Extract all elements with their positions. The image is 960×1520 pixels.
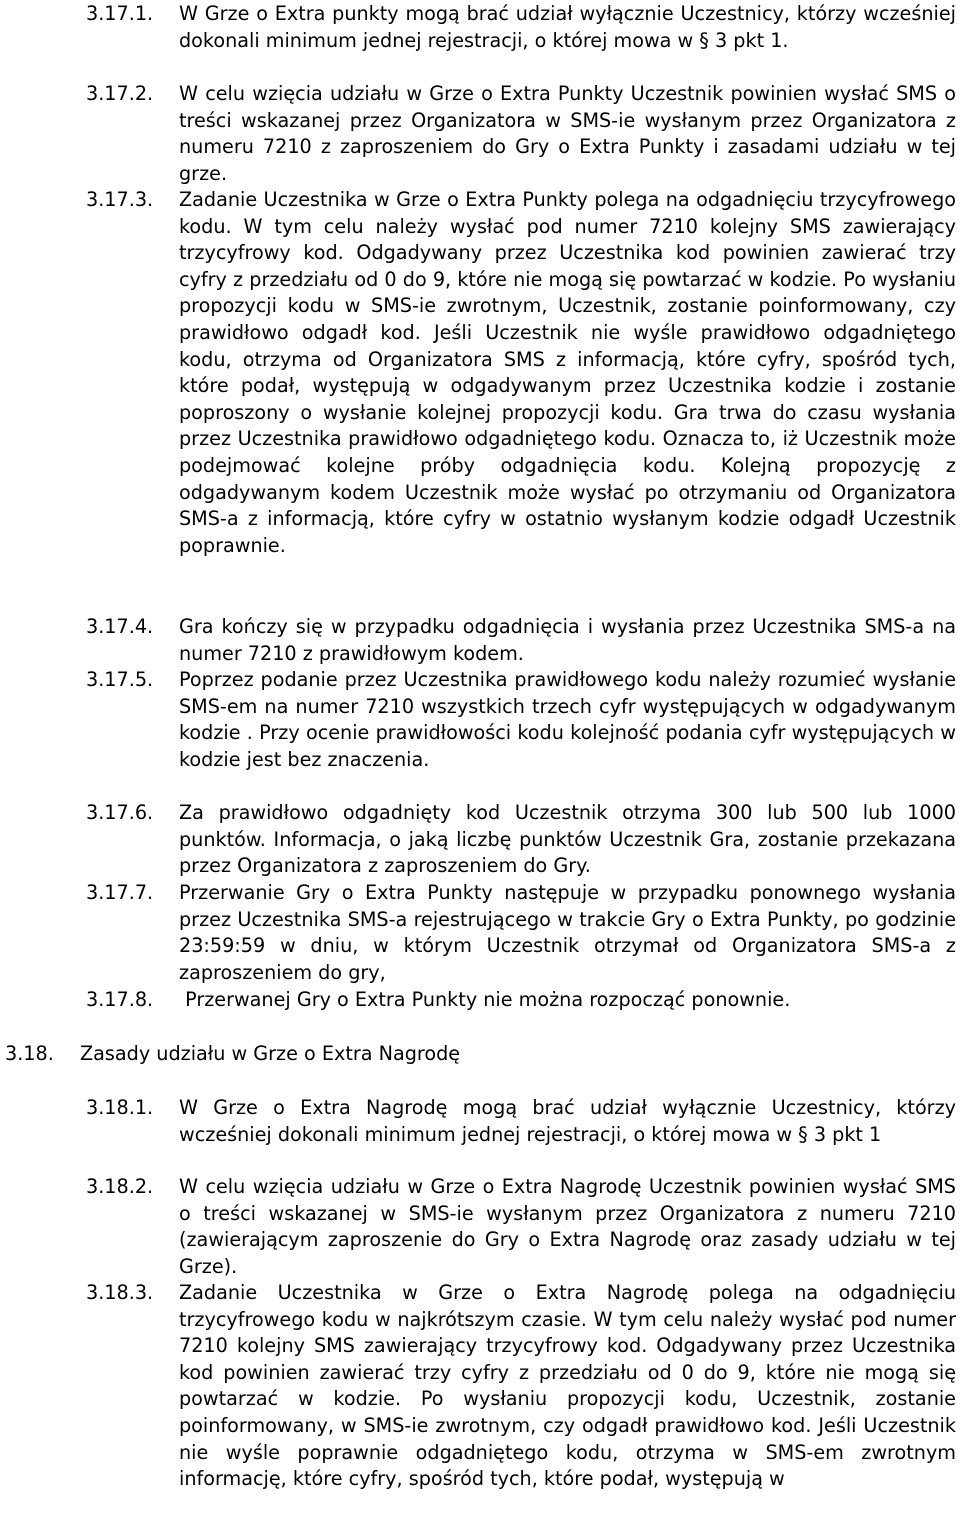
- paragraph-3-17-3: [86, 187, 956, 559]
- paragraph-number: 3.18.1.: [86, 1096, 154, 1119]
- paragraph-number: 3.17.5.: [86, 668, 154, 691]
- paragraph-number: 3.17.1.: [86, 2, 154, 25]
- paragraph-text: Zadanie Uczestnika w Grze o Extra Punkty polega na odgadnięciu trzycyfrowego kodu. W tym celu należy wysłać pod numer 7210 kolejny SMS zawierający trzycyfrowy kod. Odgadywany przez Uczestnika kod powinien zawierać trzy cyfry z przedziału od 0 do 9, które nie mogą się powtarzać w kodzie. Po wysłaniu propozycji kodu w SMS-ie zwrotnym, Uczestnik, zostanie poinformowany, czy prawidłowo odgadł kod. Jeśli Uczestnik nie wyśle prawidłowo odgadniętego kodu, otrzyma od Organizatora SMS z informacją, które cyfry, spośród tych, które podał, występują w odgadywanym przez Uczestnika kodzie i zostanie poproszony o wysłanie kolejnej propozycji kodu. Gra trwa do czasu wysłania przez Uczestnika prawidłowo odgadniętego kodu. Oznacza to, iż Uczestnik może podejmować kolejne próby odgadnięcia kodu. Kolejną propozycję z odgadywanym kodem Uczestnik może wysłać po otrzymaniu od Organizatora SMS-a z informacją, które cyfry w ostatnio wysłanym kodzie odgadł Uczestnik poprawnie.: [179, 188, 956, 557]
- paragraph-3-17-1: [86, 1, 956, 54]
- paragraph-number: 3.17.3.: [86, 188, 154, 211]
- section-title: Zasady udziału w Grze o Extra Nagrodę: [80, 1042, 461, 1065]
- paragraph-text: W Grze o Extra Nagrodę mogą brać udział wyłącznie Uczestnicy, którzy wcześniej dokonali minimum jednej rejestracji, o której mowa w § 3 pkt 1: [179, 1096, 956, 1146]
- paragraph-3-17-2: [86, 81, 956, 187]
- paragraph-text: Poprzez podanie przez Uczestnika prawidłowego kodu należy rozumieć wysłanie SMS-em na numer 7210 wszystkich trzech cyfr występujących w odgadywanym kodzie . Przy ocenie prawidłowości kodu kolejność podania cyfr występujących w kodzie jest bez znaczenia.: [179, 668, 956, 771]
- paragraph-text: Przerwanie Gry o Extra Punkty następuje w przypadku ponownego wysłania przez Uczestnika SMS-a rejestrującego w trakcie Gry o Extra Punkty, po godzinie 23:59:59 w dniu, w którym Uczestnik otrzymał od Organizatora SMS-a z zaproszeniem do gry,: [179, 881, 956, 984]
- paragraph-number: 3.18.3.: [86, 1281, 154, 1304]
- paragraph-number: 3.18.2.: [86, 1175, 154, 1198]
- paragraph-text: Gra kończy się w przypadku odgadnięcia i wysłania przez Uczestnika SMS-a na numer 7210 z prawidłowym kodem.: [179, 615, 956, 665]
- paragraph-number: 3.17.6.: [86, 801, 154, 824]
- paragraph-number: 3.17.7.: [86, 881, 154, 904]
- paragraph-text: Za prawidłowo odgadnięty kod Uczestnik otrzyma 300 lub 500 lub 1000 punktów. Informacja, o jaką liczbę punktów Uczestnik Gra, zostanie przekazana przez Organizatora z zaproszeniem do Gry.: [179, 801, 956, 878]
- paragraph-text: Przerwanej Gry o Extra Punkty nie można rozpocząć ponownie.: [179, 988, 791, 1011]
- paragraph-3-18-2: [86, 1174, 956, 1280]
- paragraph-3-17-4: [86, 614, 956, 667]
- paragraph-text: W celu wzięcia udziału w Grze o Extra Punkty Uczestnik powinien wysłać SMS o treści wskazanej przez Organizatora w SMS-ie wysłanym przez Organizatora z numeru 7210 z zaproszeniem do Gry o Extra Punkty i zasadami udziału w tej grze.: [179, 82, 956, 185]
- paragraph-number: 3.17.8.: [86, 988, 154, 1011]
- paragraph-number: 3.17.2.: [86, 82, 154, 105]
- paragraph-3-18-3: [86, 1280, 956, 1493]
- paragraph-text: Zadanie Uczestnika w Grze o Extra Nagrodę polega na odgadnięciu trzycyfrowego kodu w najkrótszym czasie. W tym celu należy wysłać pod numer 7210 kolejny SMS zawierający trzycyfrowy kod. Odgadywany przez Uczestnika kod powinien zawierać trzy cyfry z przedziału od 0 do 9, które nie mogą się powtarzać w kodzie. Po wysłaniu propozycji kodu, Uczestnik, zostanie poinformowany, w SMS-ie zwrotnym, czy odgadł prawidłowo kod. Jeśli Uczestnik nie wyśle poprawnie odgadniętego kodu, otrzyma w SMS-em zwrotnym informację, które cyfry, spośród tych, które podał, występują w: [179, 1281, 956, 1491]
- paragraph-3-17-7: [86, 880, 956, 986]
- paragraph-number: 3.17.4.: [86, 615, 154, 638]
- paragraph-3-18-1: [86, 1095, 956, 1148]
- paragraph-text: W Grze o Extra punkty mogą brać udział wyłącznie Uczestnicy, którzy wcześniej dokonali minimum jednej rejestracji, o której mowa w § 3 pkt 1.: [179, 2, 956, 52]
- paragraph-3-17-6: [86, 800, 956, 880]
- section-number: 3.18.: [5, 1042, 54, 1065]
- section-heading-3-18: [5, 1041, 460, 1068]
- paragraph-3-17-5: [86, 667, 956, 773]
- paragraph-3-17-8: [86, 987, 956, 1014]
- paragraph-text: W celu wzięcia udziału w Grze o Extra Nagrodę Uczestnik powinien wysłać SMS o treści wskazanej w SMS-ie wysłanym przez Organizatora z numeru 7210 (zawierającym zaproszenie do Gry o Extra Nagrodę oraz zasady udziału w tej Grze).: [179, 1175, 956, 1278]
